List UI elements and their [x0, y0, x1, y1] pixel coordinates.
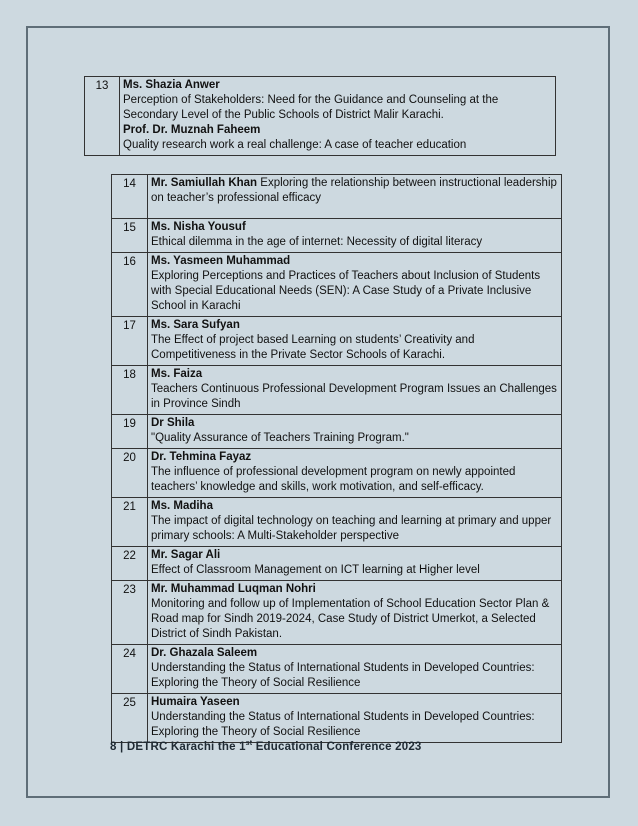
row-content — [148, 498, 562, 547]
row-number: 16 — [112, 253, 148, 317]
presenter-name: Humaira Yaseen — [151, 696, 240, 708]
table-row — [112, 415, 562, 449]
table-row — [112, 581, 562, 645]
row-number: 23 — [112, 581, 148, 645]
paper-title: Teachers Continuous Professional Development Program Issues an Challenges in Province Sindh — [151, 383, 557, 410]
presenter-name: Ms. Faiza — [151, 368, 203, 380]
paper-title: Understanding the Status of International Students in Developed Countries: Exploring the Theory of Social Resilience — [151, 711, 535, 738]
table-row — [112, 175, 562, 219]
row-number: 17 — [112, 317, 148, 366]
row-content — [148, 219, 562, 253]
row-content — [148, 547, 562, 581]
row-number: 21 — [112, 498, 148, 547]
table-row — [112, 449, 562, 498]
footer-suffix: Educational Conference 2023 — [252, 740, 422, 753]
presenter-name: Mr. Sagar Ali — [151, 549, 221, 561]
paper-title: "Quality Assurance of Teachers Training Program." — [151, 432, 409, 444]
program-table-top — [84, 76, 556, 156]
presenter-name: Ms. Madiha — [151, 500, 213, 512]
presenter-name: Mr. Samiullah Khan — [151, 177, 258, 189]
paper-title: Monitoring and follow up of Implementation of School Education Sector Plan & Road map for Sindh 2019-2024, Case Study of District Umerkot, a Selected District of Sindh Pakistan. — [151, 598, 550, 640]
presenter-name: Ms. Shazia Anwer — [123, 79, 220, 91]
presenter-name: Mr. Muhammad Luqman Nohri — [151, 583, 316, 595]
row-content — [148, 253, 562, 317]
table-row — [112, 694, 562, 743]
row-number: 20 — [112, 449, 148, 498]
paper-title: Ethical dilemma in the age of internet: Necessity of digital literacy — [151, 236, 483, 248]
footer-page-number: 8 — [110, 740, 117, 753]
row-number: 13 — [85, 77, 120, 156]
program-table-main — [111, 174, 562, 743]
paper-title: Effect of Classroom Management on ICT learning at Higher level — [151, 564, 480, 576]
presenter-name: Ms. Nisha Yousuf — [151, 221, 246, 233]
table-row — [112, 547, 562, 581]
paper-title: The influence of professional development program on newly appointed teachers’ knowledge and skills, work motivation, and self-efficacy. — [151, 466, 516, 493]
row-content — [148, 581, 562, 645]
page-footer — [110, 740, 422, 753]
row-content — [148, 449, 562, 498]
paper-title: Quality research work a real challenge: A case of teacher education — [123, 139, 467, 151]
row-content — [148, 694, 562, 743]
row-content — [148, 366, 562, 415]
row-content — [148, 175, 562, 219]
presenter-name: Dr. Tehmina Fayaz — [151, 451, 252, 463]
row-content — [148, 645, 562, 694]
presenter-name: Ms. Yasmeen Muhammad — [151, 255, 291, 267]
row-number: 19 — [112, 415, 148, 449]
paper-title: Understanding the Status of International Students in Developed Countries: Exploring the Theory of Social Resilience — [151, 662, 535, 689]
table-row — [112, 366, 562, 415]
paper-title: The Effect of project based Learning on students’ Creativity and Competitiveness in the Private Sector Schools of Karachi. — [151, 334, 475, 361]
row-number: 25 — [112, 694, 148, 743]
row-number: 24 — [112, 645, 148, 694]
presenter-name: Ms. Sara Sufyan — [151, 319, 240, 331]
row-number: 14 — [112, 175, 148, 219]
footer-sup: st — [245, 740, 253, 747]
table-row — [112, 317, 562, 366]
presenter-name: Dr Shila — [151, 417, 195, 429]
paper-title: Perception of Stakeholders: Need for the Guidance and Counseling at the Secondary Level of the Public Schools of District Malir Karachi. — [123, 94, 499, 121]
table-row — [112, 645, 562, 694]
table-row — [112, 498, 562, 547]
row-content — [148, 317, 562, 366]
row-content — [148, 415, 562, 449]
table-row — [112, 253, 562, 317]
presenter-name: Dr. Ghazala Saleem — [151, 647, 258, 659]
row-number: 18 — [112, 366, 148, 415]
row-content — [120, 77, 556, 156]
paper-title: The impact of digital technology on teaching and learning at primary and upper primary schools: A Multi-Stakeholder perspective — [151, 515, 552, 542]
row-number: 15 — [112, 219, 148, 253]
footer-prefix: DETRC Karachi the 1 — [126, 740, 246, 753]
paper-title: Exploring the relationship between instructional leadership on teacher’s professional efficacy — [151, 177, 557, 204]
table-row — [112, 219, 562, 253]
paper-title: Exploring Perceptions and Practices of Teachers about Inclusion of Students with Special Educational Needs (SEN): A Case Study of a Private Inclusive School in Karachi — [151, 270, 541, 312]
footer-separator: | — [120, 740, 124, 753]
table-row — [85, 77, 556, 156]
row-number: 22 — [112, 547, 148, 581]
presenter-name: Prof. Dr. Muznah Faheem — [123, 124, 261, 136]
